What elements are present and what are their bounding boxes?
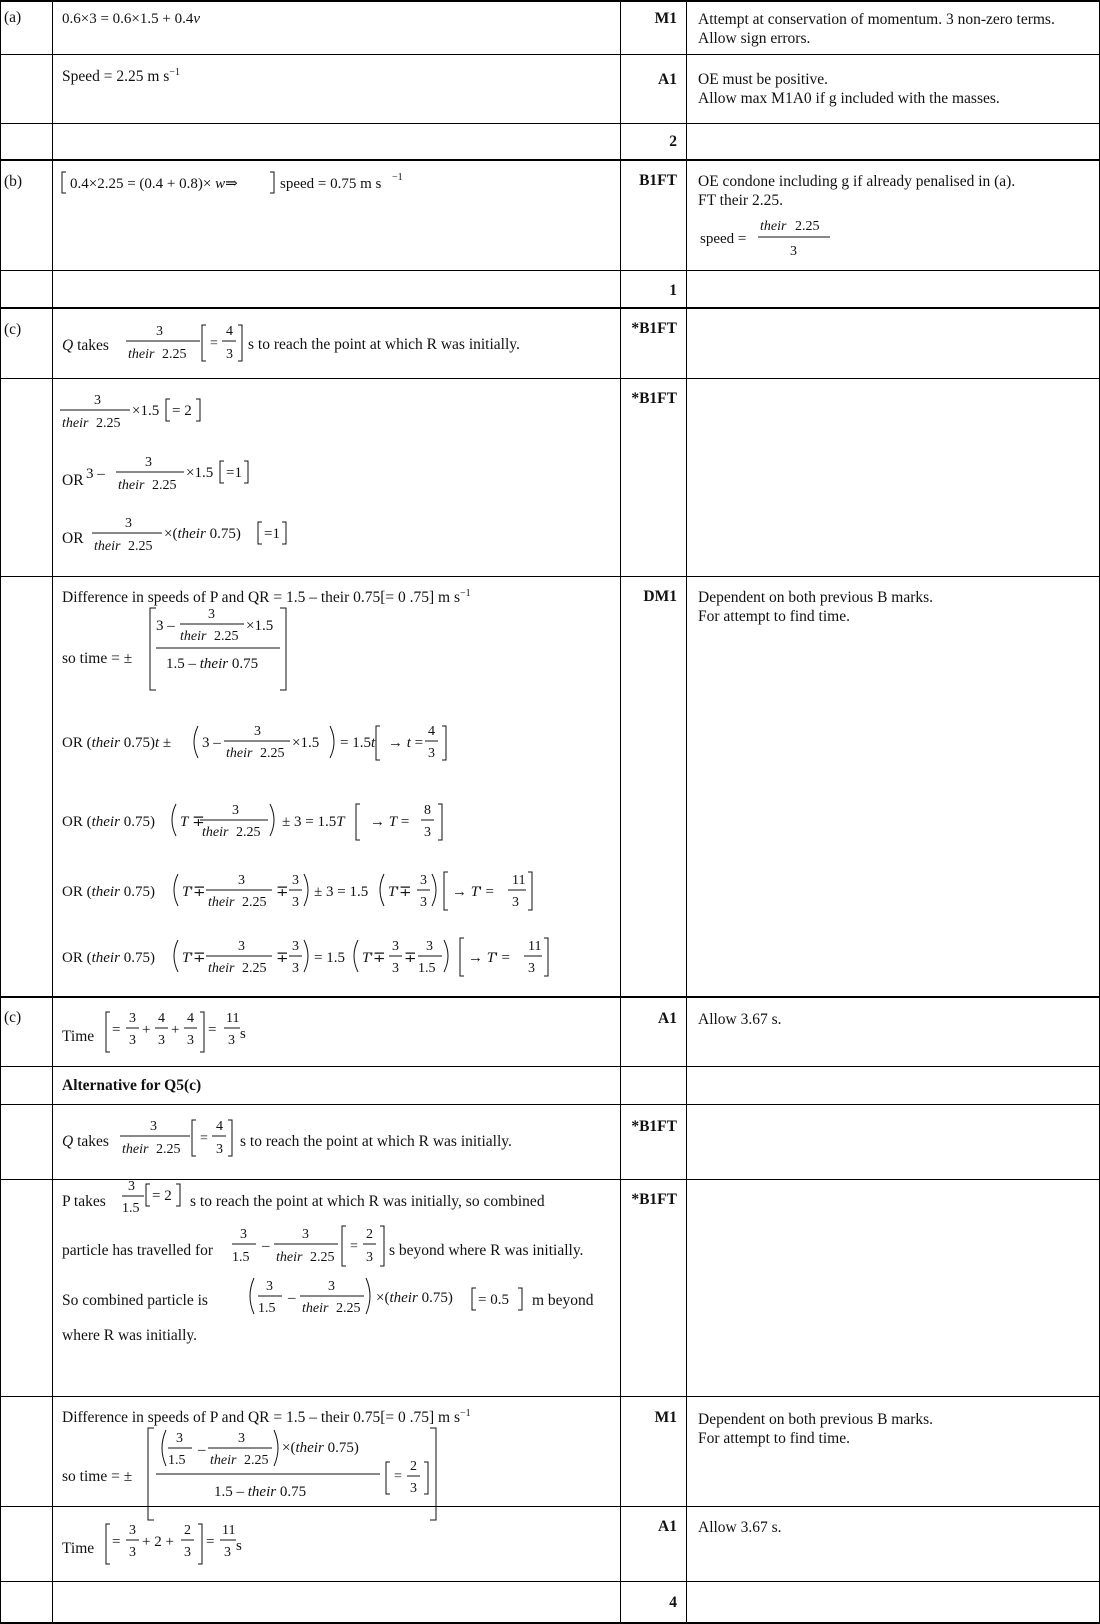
svg-text:3: 3: [292, 895, 299, 910]
svg-text:2.25: 2.25: [162, 347, 187, 362]
svg-text:+ 2 +: + 2 +: [142, 1534, 174, 1550]
svg-text:their: their: [94, 539, 121, 554]
mark-label: DM1: [643, 588, 677, 605]
svg-text:11: 11: [222, 1523, 236, 1538]
svg-text:3: 3: [145, 455, 152, 470]
svg-text:= 2: = 2: [152, 1188, 172, 1204]
mark-total: 2: [669, 133, 677, 150]
svg-text:3: 3: [156, 324, 163, 339]
svg-text:3: 3: [228, 1033, 235, 1048]
working-beyond: s beyond where R was initially.: [389, 1242, 584, 1259]
svg-text:2.25: 2.25: [152, 478, 177, 493]
svg-text:3: 3: [158, 1033, 165, 1048]
svg-text:3: 3: [420, 895, 427, 910]
svg-text:=: =: [206, 1534, 215, 1550]
svg-text:3: 3: [420, 873, 427, 888]
svg-text:3: 3: [292, 939, 299, 954]
working-reach-point: s to reach the point at which R was initially.: [248, 336, 520, 353]
svg-text:+: +: [142, 1022, 151, 1038]
mark-label: M1: [654, 1409, 677, 1426]
svg-text:3: 3: [187, 1033, 194, 1048]
svg-text:their: their: [118, 478, 145, 493]
working-reach-point: s to reach the point at which R was initially.: [240, 1133, 512, 1150]
guidance-text: OE must be positive. Allow max M1A0 if g included with the masses.: [698, 71, 1000, 107]
svg-text:×1.5: ×1.5: [292, 735, 320, 751]
svg-text:3: 3: [790, 244, 797, 259]
svg-text:0.6×3 = 0.6×1.5 + 0.4v: 0.6×3 = 0.6×1.5 + 0.4v: [62, 11, 201, 27]
svg-text:their: their: [208, 895, 235, 910]
svg-text:2.25: 2.25: [795, 219, 820, 234]
svg-text:their: their: [128, 347, 155, 362]
svg-text:T ∓: T ∓: [180, 814, 205, 830]
svg-text:their: their: [122, 1142, 149, 1157]
guidance-text: OE condone including g if already penalised in (a). FT their 2.25.: [698, 173, 1016, 209]
svg-text:their: their: [760, 219, 787, 234]
svg-text:=: =: [112, 1534, 121, 1550]
svg-text:3: 3: [292, 873, 299, 888]
svg-text:T'∓: T'∓: [182, 884, 206, 900]
svg-text:s: s: [236, 1538, 242, 1554]
mark-label: *B1FT: [631, 1118, 677, 1135]
svg-text:–: –: [288, 1290, 296, 1306]
mark-label: M1: [654, 10, 677, 27]
svg-text:OR (their 0.75)t ±: OR (their 0.75)t ±: [62, 735, 172, 751]
svg-text:3: 3: [128, 1179, 135, 1194]
svg-text:3: 3: [216, 1142, 223, 1157]
svg-text:speed =: speed =: [700, 231, 747, 247]
svg-text:3: 3: [232, 803, 239, 818]
working-difference: Difference in speeds of P and QR = 1.5 – their 0.75[= 0 .75] m $s^{-1}$: [62, 1408, 471, 1427]
svg-text:2.25: 2.25: [310, 1250, 335, 1265]
svg-text:4: 4: [158, 1011, 165, 1026]
svg-text:3 –: 3 –: [202, 735, 221, 751]
svg-text:their: their: [62, 416, 89, 431]
guidance-text: Attempt at conservation of momentum. 3 non-zero terms. Allow sign errors.: [698, 11, 1055, 47]
working-so-time: so time = ±: [62, 1468, 133, 1485]
svg-text:3: 3: [238, 873, 245, 888]
working-time: Time: [62, 1028, 95, 1045]
svg-text:4: 4: [226, 324, 233, 339]
mark-label: *B1FT: [631, 1191, 677, 1208]
svg-text:± 3 = 1.5: ± 3 = 1.5: [314, 884, 369, 900]
svg-text:their: their: [210, 1453, 237, 1468]
svg-text:OR (their 0.75): OR (their 0.75): [62, 884, 155, 900]
svg-text:3: 3: [512, 895, 519, 910]
svg-text:2.25: 2.25: [128, 539, 153, 554]
svg-text:=: =: [210, 336, 218, 351]
svg-text:3: 3: [129, 1545, 136, 1560]
svg-text:1.5: 1.5: [258, 1301, 276, 1316]
svg-text:3: 3: [129, 1523, 136, 1538]
svg-text:2: 2: [184, 1523, 191, 1538]
svg-text:3: 3: [426, 939, 433, 954]
working-reach-point-2: s to reach the point at which R was initially, so combined: [190, 1193, 545, 1210]
svg-text:=: =: [350, 1239, 358, 1254]
svg-text:=: =: [394, 1469, 402, 1484]
svg-text:11: 11: [528, 939, 542, 954]
svg-text:×(their 0.75): ×(their 0.75): [164, 526, 241, 542]
mark-total: 4: [669, 1594, 677, 1611]
mark-label: A1: [658, 71, 677, 88]
svg-text:−1: −1: [392, 172, 403, 183]
svg-text:their: their: [202, 825, 229, 840]
svg-text:8: 8: [424, 803, 431, 818]
svg-text:3: 3: [392, 939, 399, 954]
svg-text:= 1.5t: = 1.5t: [340, 735, 376, 751]
part-label: (a): [4, 9, 22, 26]
svg-text:→ T' =: → T' =: [452, 884, 495, 900]
svg-text:=: =: [200, 1131, 208, 1146]
svg-text:3: 3: [302, 1227, 309, 1242]
svg-text:3: 3: [184, 1545, 191, 1560]
guidance-text: Allow 3.67 s.: [698, 1011, 782, 1028]
svg-text:∓: ∓: [276, 884, 289, 900]
working-m-beyond: m beyond: [532, 1292, 594, 1309]
svg-text:1.5 – their 0.75: 1.5 – their 0.75: [166, 656, 259, 672]
svg-text:3: 3: [528, 961, 535, 976]
svg-text:3: 3: [254, 724, 261, 739]
svg-text:3: 3: [410, 1481, 417, 1496]
svg-text:2.25: 2.25: [96, 416, 121, 431]
svg-text:s: s: [240, 1026, 246, 1042]
working-combined: So combined particle is: [62, 1292, 208, 1309]
svg-text:→ t =: → t =: [388, 735, 424, 751]
svg-text:T'∓: T'∓: [182, 950, 206, 966]
svg-text:3: 3: [366, 1250, 373, 1265]
working-speed: Speed = 2.25 m $s^{-1}$: [62, 67, 180, 86]
svg-text:1.5: 1.5: [122, 1201, 140, 1216]
part-label: (c): [4, 321, 22, 338]
svg-text:0.4×2.25 = (0.4 + 0.8)× w⇒: 0.4×2.25 = (0.4 + 0.8)× w⇒: [70, 176, 238, 192]
svg-text:=1: =1: [264, 526, 280, 542]
svg-text:their: their: [226, 746, 253, 761]
svg-text:2.25: 2.25: [244, 1453, 269, 1468]
svg-text:3 –: 3 –: [86, 466, 105, 482]
svg-text:3: 3: [240, 1227, 247, 1242]
svg-text:=: =: [112, 1022, 121, 1038]
svg-text:T'∓: T'∓: [388, 884, 412, 900]
working-difference: Difference in speeds of P and QR = 1.5 – their 0.75[= 0 .75] m $s^{-1}$: [62, 588, 471, 607]
working-p-takes: P takes: [62, 1193, 106, 1210]
alternative-heading: Alternative for Q5(c): [62, 1077, 202, 1094]
svg-text:= 1.5: = 1.5: [314, 950, 345, 966]
svg-text:3: 3: [129, 1033, 136, 1048]
svg-text:3: 3: [224, 1545, 231, 1560]
part-label: (c): [4, 1009, 22, 1026]
svg-text:2: 2: [410, 1459, 417, 1474]
svg-text:speed = 0.75 m s: speed = 0.75 m s: [280, 176, 382, 192]
svg-text:×(their 0.75): ×(their 0.75): [282, 1440, 359, 1456]
svg-text:3: 3: [428, 746, 435, 761]
svg-text:3: 3: [226, 347, 233, 362]
mark-label: B1FT: [639, 172, 677, 189]
svg-text:3: 3: [238, 1431, 245, 1446]
svg-text:their: their: [208, 961, 235, 976]
svg-text:3 –: 3 –: [156, 618, 175, 634]
svg-text:×(their 0.75): ×(their 0.75): [376, 1290, 453, 1306]
svg-text:3: 3: [129, 1011, 136, 1026]
working-or: OR: [62, 472, 84, 489]
working-where-r: where R was initially.: [62, 1327, 198, 1344]
svg-text:3: 3: [208, 607, 215, 622]
svg-text:3: 3: [392, 961, 399, 976]
svg-text:their: their: [276, 1250, 303, 1265]
svg-text:2.25: 2.25: [242, 895, 267, 910]
svg-text:4: 4: [216, 1119, 223, 1134]
svg-text:3: 3: [424, 825, 431, 840]
mark-label: A1: [658, 1010, 677, 1027]
svg-text:→ T' =: → T' =: [468, 950, 511, 966]
svg-text:=: =: [208, 1022, 217, 1038]
svg-text:3: 3: [125, 516, 132, 531]
mark-label: A1: [658, 1518, 677, 1535]
svg-text:–: –: [262, 1238, 270, 1254]
working-q-takes: Q takes: [62, 337, 109, 354]
svg-text:4: 4: [428, 724, 435, 739]
svg-text:1.5: 1.5: [168, 1453, 186, 1468]
svg-text:3: 3: [328, 1279, 335, 1294]
svg-text:3: 3: [238, 939, 245, 954]
svg-text:1.5: 1.5: [418, 961, 436, 976]
svg-text:3: 3: [94, 393, 101, 408]
svg-text:∓: ∓: [404, 950, 417, 966]
guidance-text: Dependent on both previous B marks. For attempt to find time.: [698, 1411, 934, 1447]
svg-text:2.25: 2.25: [336, 1301, 361, 1316]
svg-text:1.5: 1.5: [232, 1250, 250, 1265]
svg-text:11: 11: [512, 873, 526, 888]
svg-text:→ T =: → T =: [370, 814, 410, 830]
svg-text:OR (their 0.75): OR (their 0.75): [62, 814, 155, 830]
svg-text:= 2: = 2: [172, 403, 192, 419]
svg-text:2.25: 2.25: [260, 746, 285, 761]
guidance-text: Dependent on both previous B marks. For attempt to find time.: [698, 589, 934, 625]
svg-text:3: 3: [176, 1431, 183, 1446]
svg-text:×1.5: ×1.5: [246, 618, 274, 634]
working-travelled: particle has travelled for: [62, 1242, 214, 1259]
svg-text:2.25: 2.25: [214, 629, 239, 644]
svg-text:1.5 – their 0.75: 1.5 – their 0.75: [214, 1484, 307, 1500]
guidance-text: Allow 3.67 s.: [698, 1519, 782, 1536]
svg-text:their: their: [302, 1301, 329, 1316]
mark-total: 1: [669, 282, 677, 299]
mark-label: *B1FT: [631, 390, 677, 407]
svg-text:their: their: [180, 629, 207, 644]
svg-text:± 3 = 1.5T: ± 3 = 1.5T: [282, 814, 345, 830]
svg-text:×1.5: ×1.5: [132, 403, 160, 419]
working-q-takes: Q takes: [62, 1133, 109, 1150]
svg-text:+: +: [171, 1022, 180, 1038]
svg-text:T'∓: T'∓: [362, 950, 386, 966]
part-label: (b): [4, 173, 23, 190]
svg-text:2.25: 2.25: [156, 1142, 181, 1157]
svg-text:2.25: 2.25: [242, 961, 267, 976]
svg-text:4: 4: [187, 1011, 194, 1026]
svg-text:11: 11: [226, 1011, 240, 1026]
svg-text:= 0.5: = 0.5: [478, 1292, 509, 1308]
svg-text:3: 3: [266, 1279, 273, 1294]
svg-text:–: –: [198, 1442, 206, 1458]
working-or: OR: [62, 530, 84, 547]
svg-text:OR (their 0.75): OR (their 0.75): [62, 950, 155, 966]
svg-text:×1.5: ×1.5: [186, 465, 214, 481]
svg-text:=1: =1: [226, 465, 242, 481]
svg-text:3: 3: [150, 1119, 157, 1134]
svg-text:3: 3: [292, 961, 299, 976]
working-so-time: so time = ±: [62, 650, 133, 667]
svg-text:2.25: 2.25: [236, 825, 261, 840]
working-time: Time: [62, 1540, 95, 1557]
svg-text:2: 2: [366, 1227, 373, 1242]
mark-label: *B1FT: [631, 320, 677, 337]
svg-text:∓: ∓: [276, 950, 289, 966]
